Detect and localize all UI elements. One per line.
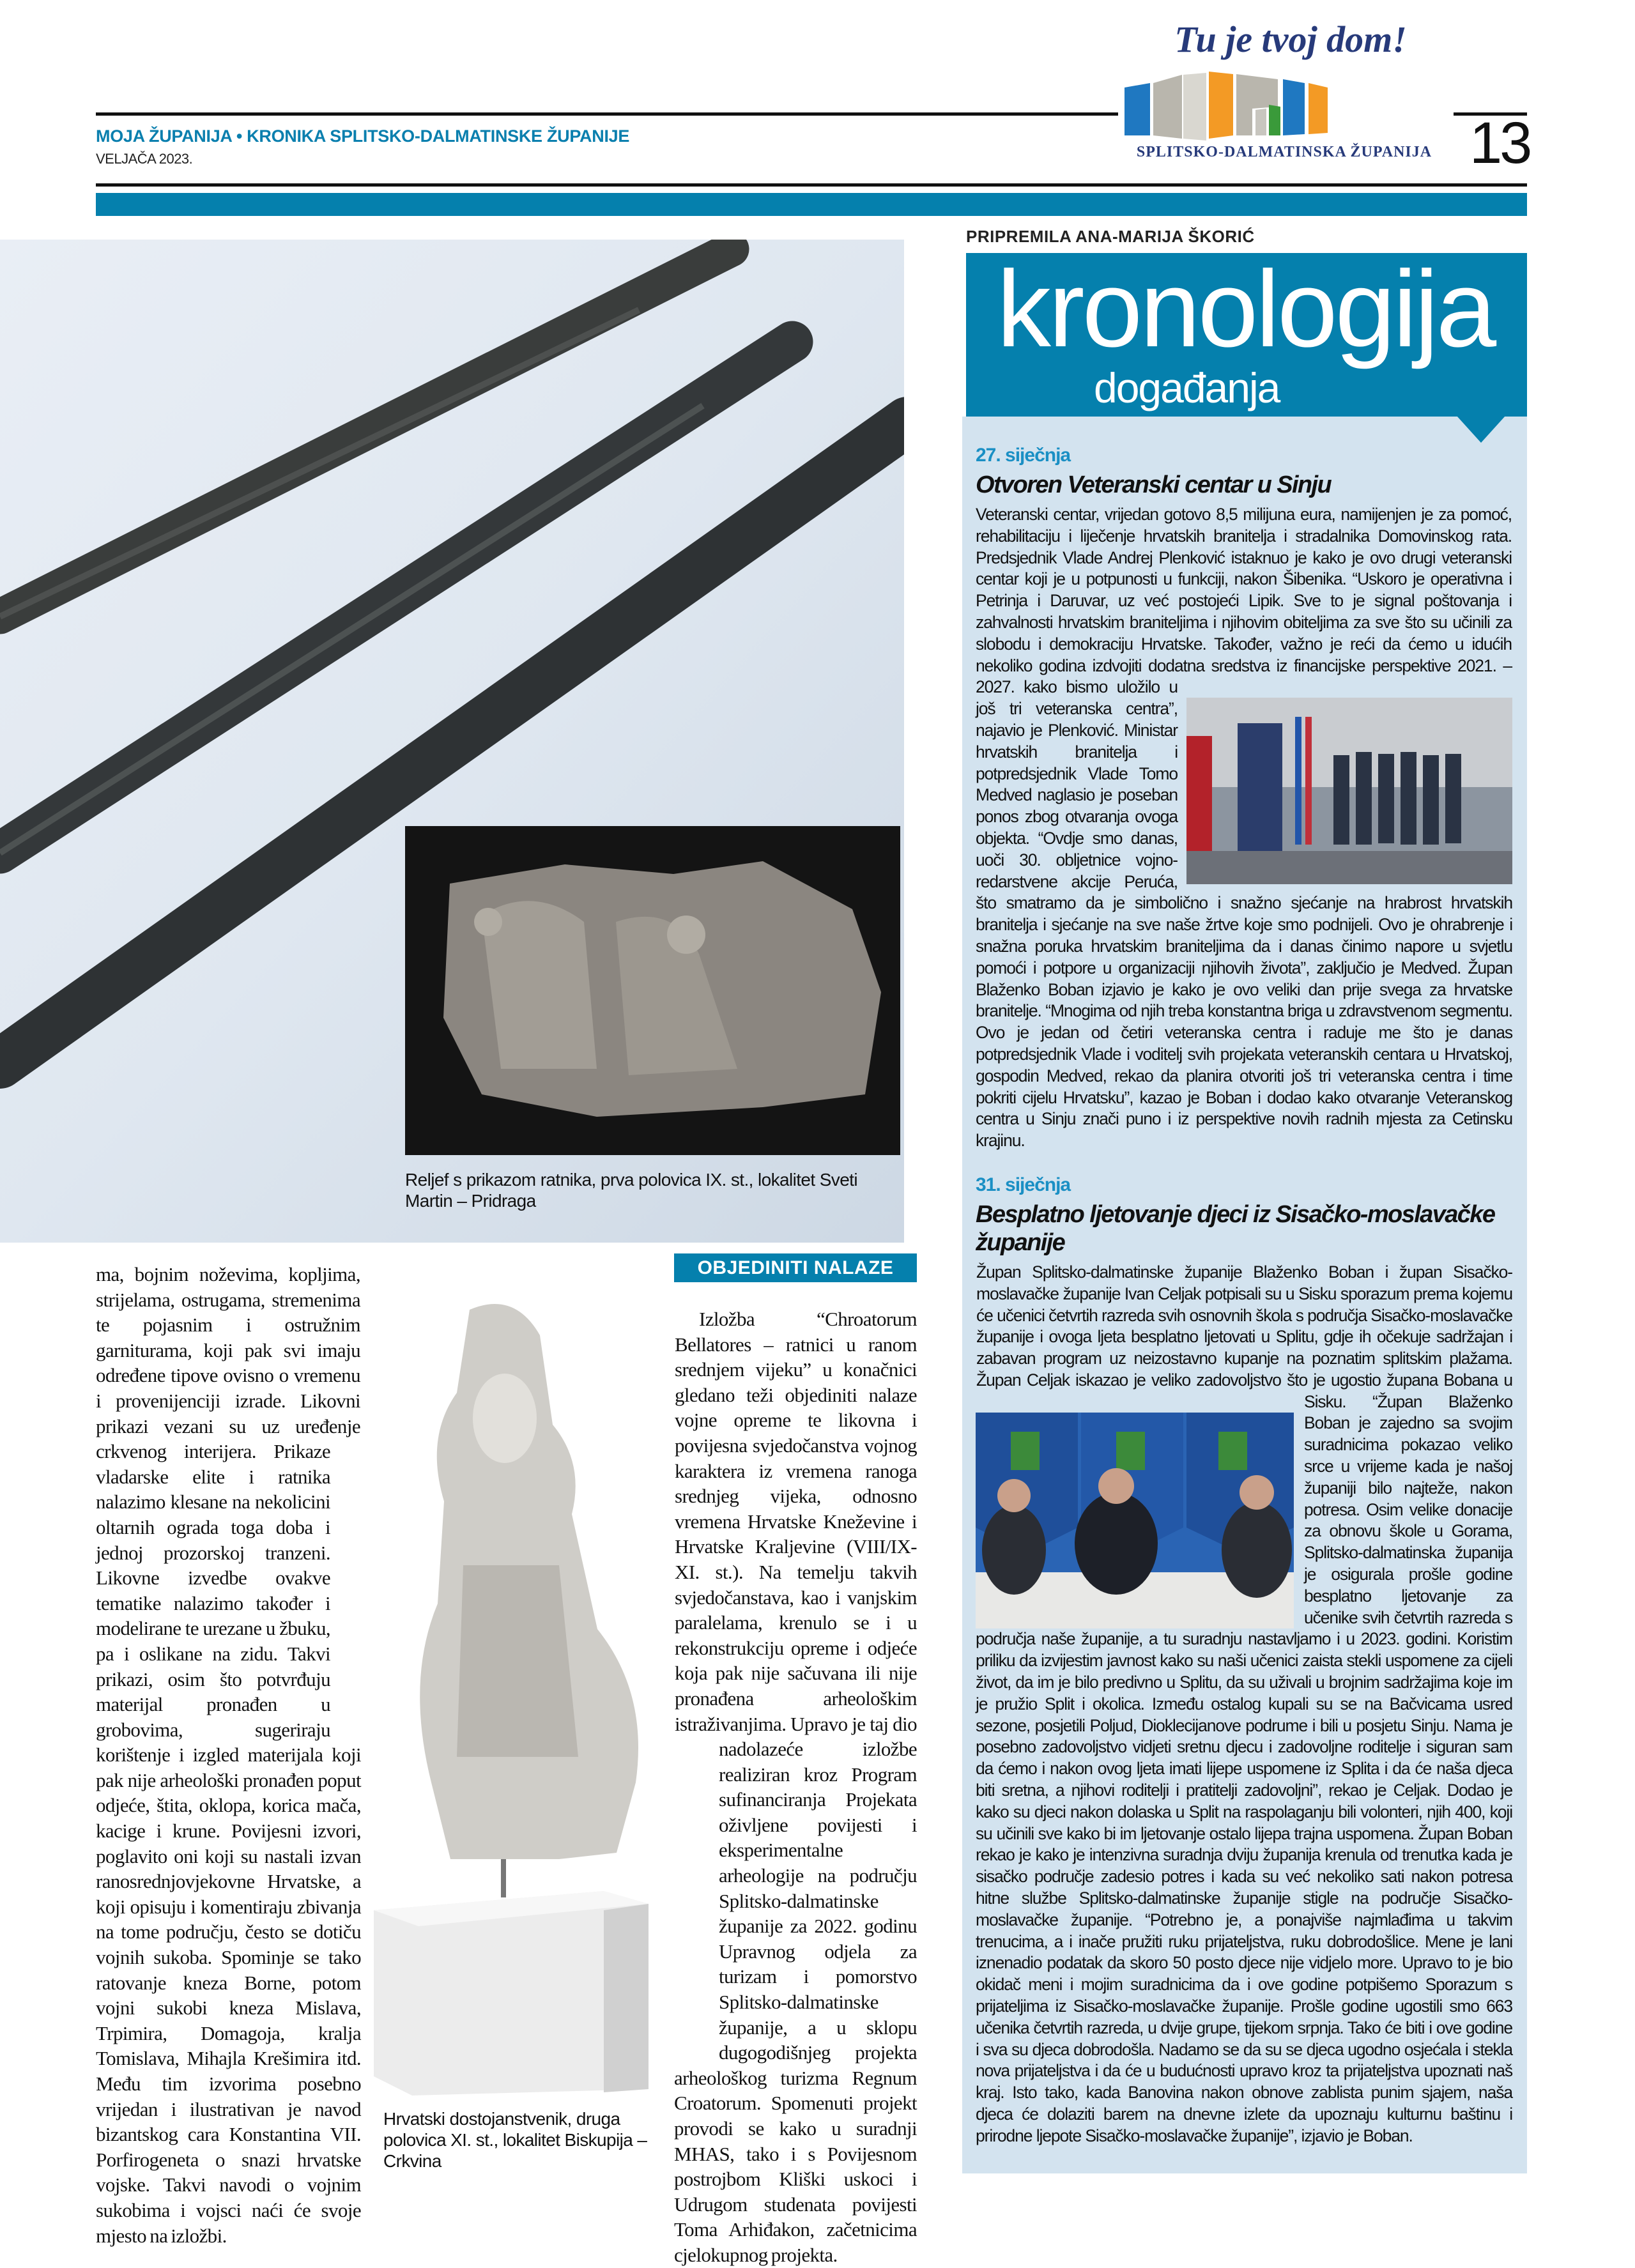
header-rule-bottom	[96, 183, 1527, 187]
banner-pointer	[1457, 416, 1505, 443]
event-1	[976, 444, 1512, 1152]
section-heading: OBJEDINITI NALAZE	[674, 1253, 917, 1282]
publication-title: MOJA ŽUPANIJA • KRONIKA SPLITSKO-DALMATINSKE ŽUPANIJE	[96, 126, 630, 146]
event-date: 27. siječnja	[976, 445, 1071, 466]
event-date: 31. siječnja	[976, 1174, 1071, 1195]
relief-photo	[405, 826, 900, 1155]
page-number: 13	[1470, 111, 1530, 176]
banner-subtitle: događanja	[1094, 364, 1280, 411]
byline: PRIPREMILA ANA-MARIJA ŠKORIĆ	[966, 227, 1255, 246]
header-color-bar	[96, 193, 1527, 216]
header-rule-top	[96, 112, 1118, 116]
event-title: Besplatno ljetovanje djeci iz Sisačko-moslavačke županije	[976, 1200, 1495, 1256]
county-logo-icon	[1125, 72, 1444, 142]
banner-title: kronologija	[997, 249, 1494, 370]
middle-column-body: Izložba “Chroatorum Bellatores – ratnici u ranom srednjem vijeku” u konačnici gledano teži objediniti nalaze vojne opreme te likovna i povijesna svjedočanstva vojnog karaktera iz vremena ranoga srednjeg vijeka, odnosno vremena Hrvatske Kneževine i Hrvatske Kraljevine (VIII/IX-XI. st.). Na temelju takvih svjedočanstava, kao i vanjskim paralelama, krenulo se i u rekonstrukciju opreme i odjeće koja pak nije sačuvana ili nije pronađena arheološkim istraživanjima. Upravo je taj dio nadolazeće izložbe realiziran kroz Program sufinanciranja Projekata oživljene povijesti i eksperimentalne arheologije na području Splitsko-dalmatinske županije za 2022. godinu Upravnog odjela za turizam i pomorstvo Splitsko-dalmatinske županije, a u sklopu dugogodišnjeg projekta arheološkog turizma Regnum Croatorum. Spomenuti projekt provodi se kako u suradnji MHAS, tako i s Povijesnom postrojbom Kliški uskoci i Udrugom studenata povijesti Toma Arhiđakon, začetnicima cjelokupnog projekta.	[674, 1308, 917, 2266]
event-body: Veteranski centar, vrijedan gotovo 8,5 milijuna eura, namijenjen je za pomoć, rehabilitaciju i liječenje hrvatskih branitelja i stradalnika Domovinskog rata. Predsjednik Vlade Andrej Plenković istaknuo je kako je ovo drugi veteranski centar koji je u potpunosti u funkciji, nakon Šibenika. “Uskoro je operativna i Petrinja i Daruvar, uz već postojeći Lipik. Sve to je signal poštovanja i zahvalnosti hrvatskim braniteljima i njihovim obiteljima za sve što su učinili za slobodu i demokraciju Hrvatske. Također, važno je reći da ćemo u idućih nekoliko godina izdvojiti dodatna sredstva iz financijske perspektive 2021. – 2027. kako bismo uložilo u još tri veteranska centra”, najavio je Plenković. Ministar hrvatskih branitelja i potpredsjednik Vlade Tomo Medved naglasio je poseban ponos zbog otvaranja ovoga objekta. “Ovdje smo danas, uoči 30. obljetnice vojno-redarstvene akcije Peruća, što smatramo da je simbolično i snažno sjećanje na hrabrost hrvatskih branitelja i sjećanje na sve naše žrtve koje smo podnijeli. Ovo je ohrabrenje i snažna poruka hrvatskim braniteljima da i danas činimo napore u svjetlu pomoći i potpore u organizaciji njihovih života”, zaključio je Medved. Župan Blaženko Boban izjavio je kako je ovo veliki dan prije svega za hrvatske branitelje. “Mnogima od njih treba konstantna briga u zdravstvenom segmentu. Ovo je jedan od četiri veteranska centra i raduje me što je danas potpredsjednik Vlade i voditelj svih projekata veteranskih centara u Hrvatskoj, gospodin Medved, rekao da planira otvoriti još tri veteranska centra i time pokriti cijelu Hrvatsku”, kazao je Boban i dodao kako otvaranje Veteranskog centra u Sinju znači puno i iz perspektive novih radnih mjesta za Cetinsku krajinu.	[976, 505, 1512, 1151]
logo-slogan: Tu je tvoj dom!	[1174, 19, 1407, 60]
relief-caption: Reljef s prikazom ratnika, prva polovica IX. st., lokalitet Sveti Martin – Pridraga	[405, 1170, 857, 1211]
wrap-spacer	[674, 1761, 719, 2065]
statue-caption: Hrvatski dostojanstvenik, druga polovica XI. st., lokalitet Biskupija – Crkvina	[383, 2109, 647, 2171]
event-body: Župan Splitsko-dalmatinske županije Blaženko Boban i župan Sisačko-moslavačke županije Ivan Celjak potpisali su u Sisku sporazum prema kojemu će učenici četvrtih razreda svih osnovnih škola s područja Sisačko-moslavačke županije i ovoga ljeta besplatno ljetovati u Splitu, gdje ih očekuje sadržajan i zabavan program uz neizostavno kupanje na poznatim splitskim plažama. Župan Celjak iskazao je veliko zadovoljstvo što je ugostio župana Bobana u Sisku. “Župan Blaženko Boban je zajedno sa svojim suradnicima pokazao veliko srce u vrijeme kada je našoj županiji bilo najteže, nakon potresa. Osim velike donacije za obnovu škole u Gorama, Splitsko-dalmatinska županija je osigurala prošle godine besplatno ljetovanje za učenike svih četvrtih razreda s područja naše županije, a tu suradnju nastavljamo i u 2023. godini. Koristim priliku da izvijestim javnost kako su naši učenici zaista stekli uspomene za cijeli život, da im je bilo predivno u Splitu, da su uživali u brojnim sadržajima koje im je pružio Split i okolica. Između ostalog kupali su se na Bačvicama usred sezone, posjetili Poljud, Dioklecijanove podrume i bili u posjetu Sinju. Nama je posebno zadovoljstvo vidjeti sretnu djecu i zadovoljne roditelje i siguran sam da ćemo i nakon ovog ljeta imati lijepe uspomene iz Splita i da će naša djeca biti sretna, a njihovi roditelji i pratitelji zadovoljni”, rekao je Celjak. Dodao je kako su djeci nakon dolaska u Split na raspolaganju bili volonteri, njih 400, koji su učinili sve kako bi im ljetovanje ostalo lijepa trajna uspomena. Župan Boban rekao je kako je intenzivna suradnja dviju županija krenula od trenutka kada je sisačko područje zadesio potres i kada su već nekoliko sati nakon potresa hitne službe Splitsko-dalmatinske županije stigle na područje Sisačko-moslavačke županije. “Potrebno je, a ponajviše najmlađima u takvim trenucima, a i inače pružiti ruku prijateljstva, ruku dobrodošlice. Mene je lani iznenadio podatak da skoro 50 posto djece nije vidjelo more. Upravo to je bio okidač meni i mojim suradnicima da i ove godine potpišemo Sporazum s prijateljima iz Sisačko-moslavačke županije. Prošle godine ugostili smo 663 učenika četvrtih razreda, u dvije grupe, tijekom srpnja. Tako će biti i ove godine i sva su djeca dobrodošla. Nadamo se da su se djeca ugodno osjećala i stekla nova prijateljstva i da će u budućnosti upravo kroz ta prijateljstva upoznati naš kraj. Isto tako, kada Banovina nakon obnove zablista punim sjajem, naša djeca će dolaziti barem na dnevne izlete da upoznaju kulturnu baštinu i prirodne ljepote Sisačko-moslavačke županije”, izjavio je Boban.	[976, 1262, 1512, 2145]
logo-county-name: SPLITSKO-DALMATINSKA ŽUPANIJA	[1136, 144, 1432, 160]
press-conference-photo	[976, 1413, 1294, 1628]
left-column-text	[96, 1262, 361, 2248]
statue-photo	[348, 1297, 668, 2099]
event-2	[976, 1174, 1512, 2147]
kronologija-box	[962, 417, 1527, 2173]
middle-column-text	[674, 1306, 917, 2268]
veteran-center-photo	[1186, 698, 1512, 884]
event-title: Otvoren Veteranski centar u Sinju	[976, 471, 1332, 498]
left-column-body: ma, bojnim noževima, kopljima, strijelama, ostrugama, stremenima te pojasnim i ostružnim garniturama, koji pak svi imaju određene tipove ovisno o vremenu i provenijenciji izrade. Likovni prikazi vezani su uz uređenje crkvenog interijera. Prikaze vladarske elite i ratnika nalazimo klesane na nekolicini oltarnih ograda toga doba i jednoj prozorskoj tranzeni. Likovne izvedbe ovakve tematike nalazimo također i modelirane te urezane u žbuku, pa i oslikane na zidu. Takvi prikazi, osim što potvrđuju materijal pronađen u grobovima, sugeriraju korištenje i izgled materijala koji pak nije arheološki pronađen poput odjeće, štita, oklopa, korica mača, kacige i krune. Povijesni izvori, poglavito oni koji su nastali izvan ranosrednjovjekovne Hrvatske, a koji opisuju i komentiraju zbivanja na tome području, često se dotiču vojnih sukoba. Spominje se tako ratovanje kneza Borne, potom vojni sukobi kneza Mislava, Trpimira, Domagoja, kralja Tomislava, Mihajla Krešimira itd. Među tim izvorima posebno vrijedan i ilustrativan je navod bizantskog cara Konstantina VII. Porfirogeneta o snazi hrvatske vojske. Takvi navodi o vojnim sukobima i vojsci naći će svoje mjesto na izložbi.	[96, 1263, 361, 2247]
issue-date: VELJAČA 2023.	[96, 151, 193, 167]
